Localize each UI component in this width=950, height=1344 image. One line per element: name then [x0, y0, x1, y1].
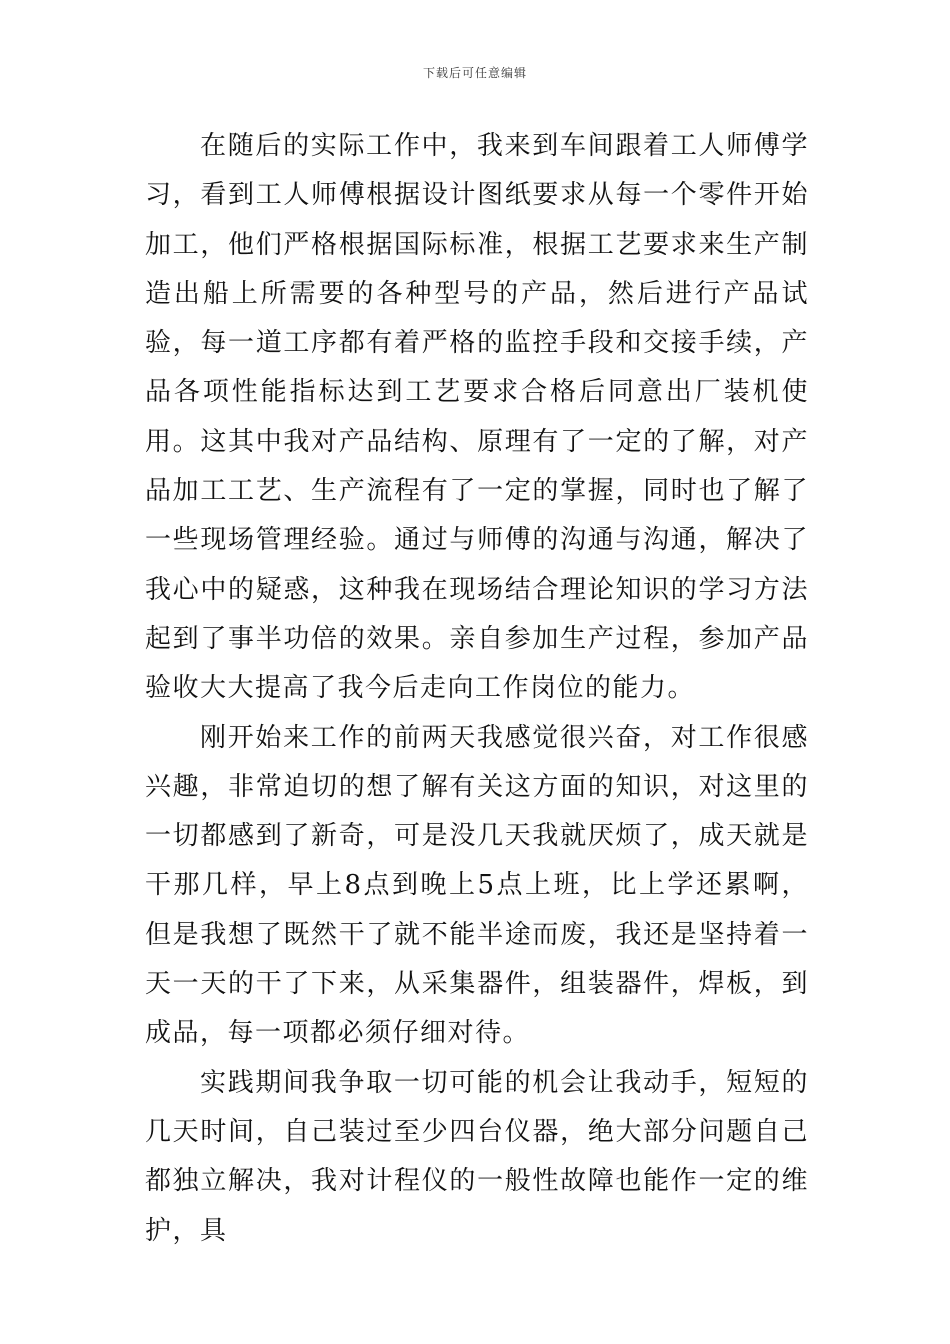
document-body: [145, 122, 809, 1256]
paragraph: 刚开始来工作的前两天我感觉很兴奋，对工作很感兴趣，非常迫切的想了解有关这方面的知识，对这里的一切都感到了新奇，可是没几天我就厌烦了，成天就是干那几样，早上8点到晚上5点上班，比上学还累啊，但是我想了既然干了就不能半途而废，我还是坚持着一天一天的干了下来，从采集器件，组装器件，焊板，到成品，每一项都必须仔细对待。: [145, 722, 809, 1049]
paragraph: 实践期间我争取一切可能的机会让我动手，短短的几天时间，自己装过至少四台仪器，绝大部分问题自己都独立解决，我对计程仪的一般性故障也能作一定的维护，具: [145, 1067, 809, 1246]
paragraph: 在随后的实际工作中，我来到车间跟着工人师傅学习，看到工人师傅根据设计图纸要求从每一个零件开始加工，他们严格根据国际标准，根据工艺要求来生产制造出船上所需要的各种型号的产品，然后进行产品试验，每一道工序都有着严格的监控手段和交接手续，产品各项性能指标达到工艺要求合格后同意出厂装机使用。这其中我对产品结构、原理有了一定的了解，对产品加工工艺、生产流程有了一定的掌握，同时也了解了一些现场管理经验。通过与师傅的沟通与沟通，解决了我心中的疑惑，这种我在现场结合理论知识的学习方法起到了事半功倍的效果。亲自参加生产过程，参加产品验收大大提高了我今后走向工作岗位的能力。: [145, 131, 809, 704]
header-note: 下载后可任意编辑: [422, 66, 527, 80]
